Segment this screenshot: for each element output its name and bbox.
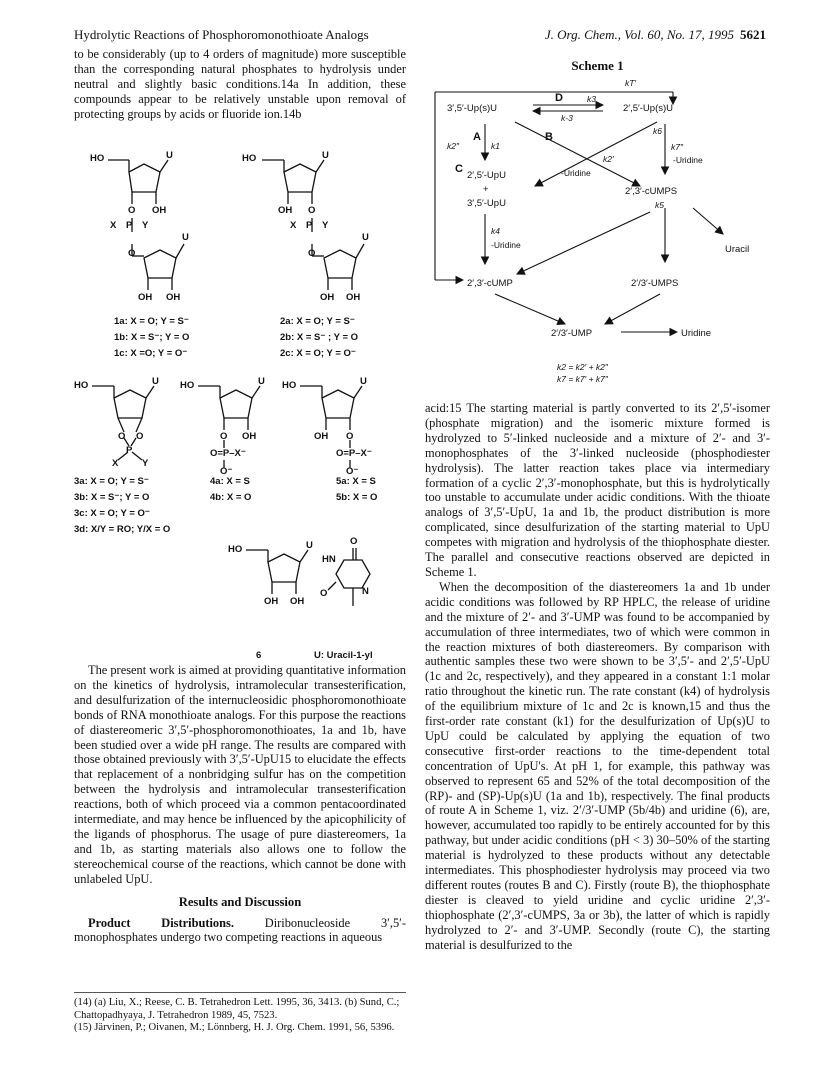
structure-2-labels [280,314,358,362]
section-heading: Results and Discussion [178,894,302,909]
structures-figure [74,148,406,680]
footnote-rule [74,992,406,993]
scheme-node-plus: + [483,184,489,195]
label-3d: 3d: X/Y = RO; Y/X = O [74,524,171,535]
atom-label: Y [142,458,149,469]
atom-label: OH [314,431,329,442]
atom-label: OH [152,205,167,216]
atom-label: O=P–X⁻ [336,448,372,459]
atom-label: HO [90,153,105,164]
atom-label: O [128,205,136,216]
label-3a: 3a: X = O; Y = S⁻ [74,476,149,487]
scheme-node-25-upsu: 2′,5′-Up(s)U [623,103,674,114]
label-2c: 2c: X = O; Y = O⁻ [280,348,356,359]
scheme-node-umps: 2′/3′-UMPS [631,278,679,289]
paragraph-product-distributions [74,916,406,946]
label-3b: 3b: X = S⁻; Y = O [74,492,150,503]
atom-label: Y [142,220,149,231]
rate-k2pp: k2″ [447,141,459,151]
structure-3-labels [74,474,170,538]
atom-label: U [306,540,313,551]
atom-label: U [258,376,265,387]
scheme-node-25-upu: 2′,5′-UpU [467,170,506,181]
label-5a: 5a: X = S [336,476,376,487]
atom-label: HN [322,554,336,565]
rate-k2p: k2′ [603,154,614,164]
route-label-d: D [555,92,563,104]
atom-label: OH [264,596,279,607]
rate-k3: k3 [587,94,596,104]
atom-label: U [322,150,329,161]
footnote-14: (14) (a) Liu, X.; Reese, C. B. Tetrahedron Lett. 1995, 36, 3413. (b) Sund, C.; Chattopadhyaya, J. Tetrahedron 1989, 45, 7523. [74,997,400,1021]
scheme-node-uridine: Uridine [681,328,712,339]
paragraph-top: to be considerably (up to 4 orders of magnitude) more susceptible than the corresponding natural phosphates to hydrolysis under neutral and slightly basic conditions.14a In addition, these compounds appear to be relatively unstable upon removal of protecting groups by acids or fluoride ion.14b [74,47,406,121]
running-header-journal [545,27,766,43]
atom-label: O=P–X⁻ [210,448,246,459]
atom-label: O [220,431,228,442]
scheme-node-35-upu: 3′,5′-UpU [467,198,506,209]
paragraph-intro: The present work is aimed at providing quantitative information on the kinetics of hydrolysis, intramolecular transesterification, and desulfurization of the internucleosidic phosphoromonothioate bonds of RNA monothioate analogs. For this purpose the reactions of diastereomeric 3′,5′-phosphoromonothioates, 1a and 1b, have been studied over a wide pH range. The results are compared with those obtained previously with 3′,5′-UpU15 to elucidate the effects that replacement of a nonbridging sulfur has on the competition between the hydrolysis and intramolecular transesterification reactions, both of which proceed via a common pentacoordinated intermediate, and may hence be influenced by the apicophilicity of the ligands of phosphorus. The usage of pure diastereomers, 1a and 1b, as starting materials also allows one to follow the stereochemical course of the reactions, which cannot be done with unlabeled UpU. [74,663,406,886]
label-uracil: U: Uracil-1-yl [314,650,373,661]
side-label-minus-uridine: -Uridine [673,155,703,165]
atom-label: HO [180,380,195,391]
atom-label: OH [278,205,293,216]
side-label-minus-uridine: -Uridine [561,168,591,178]
label-3c: 3c: X = O; Y = O⁻ [74,508,150,519]
rate-kT: kT′ [625,78,637,88]
atom-label: OH [320,292,335,303]
atom-label: Y [322,220,329,231]
rate-k-3: k-3 [561,113,573,123]
atom-label: O [320,588,328,599]
atom-label: N [362,586,369,597]
atom-label: O [136,431,144,442]
atom-label: HO [74,380,89,391]
label-2a: 2a: X = O; Y = S⁻ [280,316,355,327]
atom-label: O [346,431,354,442]
atom-label: OH [346,292,361,303]
left-column-body [74,663,406,945]
label-4a: 4a: X = S [210,476,250,487]
run-in-heading: Product Distributions. [88,915,234,930]
atom-label: P [126,220,133,231]
atom-label: X [290,220,297,231]
atom-label: O⁻ [346,466,359,477]
atom-label: HO [228,544,243,555]
atom-label: OH [290,596,305,607]
atom-label: OH [166,292,181,303]
scheme-1 [425,74,770,386]
atom-label: P [306,220,313,231]
route-label-a: A [473,131,481,143]
atom-label: U [362,232,369,243]
scheme-node-cumps: 2′,3′-cUMPS [625,186,678,197]
scheme-node-35-upsu: 3′,5′-Up(s)U [447,103,498,114]
atom-label: X [112,458,119,469]
scheme-node-uracil: Uracil [725,244,750,255]
left-column-top [74,47,406,122]
footnotes [74,992,406,1035]
atom-label: O [350,536,358,547]
footnote-15: (15) Järvinen, P.; Oivanen, M.; Lönnberg, H. J. Org. Chem. 1991, 56, 5396. [74,1022,395,1033]
atom-label: U [182,232,189,243]
label-2b: 2b: X = S⁻ ; Y = O [280,332,359,343]
rate-k7pp: k7″ [671,142,683,152]
atom-label: U [166,150,173,161]
atom-label: O [118,431,126,442]
atom-label: U [152,376,159,387]
atom-label: U [360,376,367,387]
atom-label: O⁻ [220,466,233,477]
label-4b: 4b: X = O [210,492,252,503]
journal-citation: J. Org. Chem., Vol. 60, No. 17, 1995 [544,27,734,42]
structure-1-labels [114,314,189,362]
side-label-minus-uridine: -Uridine [491,240,521,250]
paragraph-decomposition: When the decomposition of the diastereomers 1a and 1b under acidic conditions was followed by RP HPLC, the release of uridine and the mixture of 2′- and 3′-UMP was found to be accompanied by accumulation of three intermediates, two of which were common in the reaction mixtures of both diastereomers. By comparison with authentic samples these two were shown to be 3′,5′- and 2′,5′-UpU (1c and 2c, respectively), and they appeared in a constant 1:1 molar ratio throughout the kinetic run. The rate constant (k4) of hydrolysis of the equilibrium mixture of 1c and 2c is known,15 and thus the first-order rate constant (k1) for the desulfurization of Up(s)U to UpU could be calculated by applying the equation of two consecutive first-order reactions to the time-dependent total concentration of UpU's. At pH 1, for example, this pathway was observed to represent 65 and 52% of the total decomposition of the (RP)- and (SP)-Up(s)U (1a and 1b), respectively. The final products of route A in Scheme 1, viz. 2′/3′-UMP (5b/4b) and uridine (6), are, however, accumulated too rapidly to be entirely accounted for by this pathway, but under acidic conditions (pH < 3) 30–50% of the starting material is hydrolyzed to these products without any detectable intermediates. This phosphodiester hydrolysis may proceed via two different routes (routes B and C). Firstly (route B), the thiophosphate diester is cleaved to yield uridine and cyclic uridine 2′,3′-thiophosphate (2′,3′-cUMPS, 3a or 3b), the latter of which is rapidly hydrolyzed to 2′- and 3′-UMP. Secondly (route C), the starting material is desulfurized to the [425,579,770,952]
paragraph-acid: acid:15 The starting material is partly converted to its 2′,5′-isomer (phosphate migration) and the isomeric mixture formed is hydrolyzed to 5′-linked nucleoside and a mixture of 2′- and 3′-monophosphates of the 3′-linked nucleoside (phosphodiester hydrolysis). The latter reaction takes place via intermediary formation of a cyclic 2′,3′-monophosphate, but this is hydrolytically too unstable to accumulate under acidic conditions. With the thioate analogs of 3′,5′-UpU, 1a and 1b, the product distribution is more complicated, since desulfurization of the starting material to UpU competes with migration and hydrolysis of the thiophosphate diester. The parallel and consecutive reactions observed are depicted in Scheme 1. [425,401,770,579]
atom-label: O [128,248,136,259]
atom-label: P [126,445,133,456]
scheme-diagram [425,74,770,386]
scheme-node-cump: 2′,3′-cUMP [467,278,513,289]
scheme-equation-k2: k2 = k2′ + k2″ [557,362,608,372]
route-label-c: C [455,163,463,175]
page-number: 5621 [740,27,766,42]
rate-k4: k4 [491,226,500,236]
atom-label: OH [242,431,257,442]
atom-label: HO [242,153,257,164]
scheme-equation-k7: k7 = k7′ + k7″ [557,374,608,384]
rate-k6: k6 [653,126,662,136]
atom-label: O [308,248,316,259]
label-5b: 5b: X = O [336,492,378,503]
label-1c: 1c: X =O; Y = O⁻ [114,348,188,359]
rate-k5: k5 [655,200,664,210]
running-header-title: Hydrolytic Reactions of Phosphoromonothioate Analogs [74,27,369,42]
atom-label: HO [282,380,297,391]
structure-5-labels [336,474,377,506]
label-1b: 1b: X = S⁻; Y = O [114,332,190,343]
label-1a: 1a: X = O; Y = S⁻ [114,316,189,327]
run-in-text: Diribonucleoside 3′,5′-monophosphates undergo two competing reactions in aqueous [74,915,406,945]
structure-4-labels [210,474,251,506]
label-6: 6 [256,650,262,661]
atom-label: O [308,205,316,216]
atom-label: X [110,220,117,231]
atom-label: OH [138,292,153,303]
right-column-body [425,401,770,953]
scheme-title: Scheme 1 [571,58,624,73]
scheme-node-ump: 2′/3′-UMP [551,328,593,339]
rate-k1: k1 [491,141,500,151]
structures-drawing [74,148,406,680]
route-label-b: B [545,131,553,143]
